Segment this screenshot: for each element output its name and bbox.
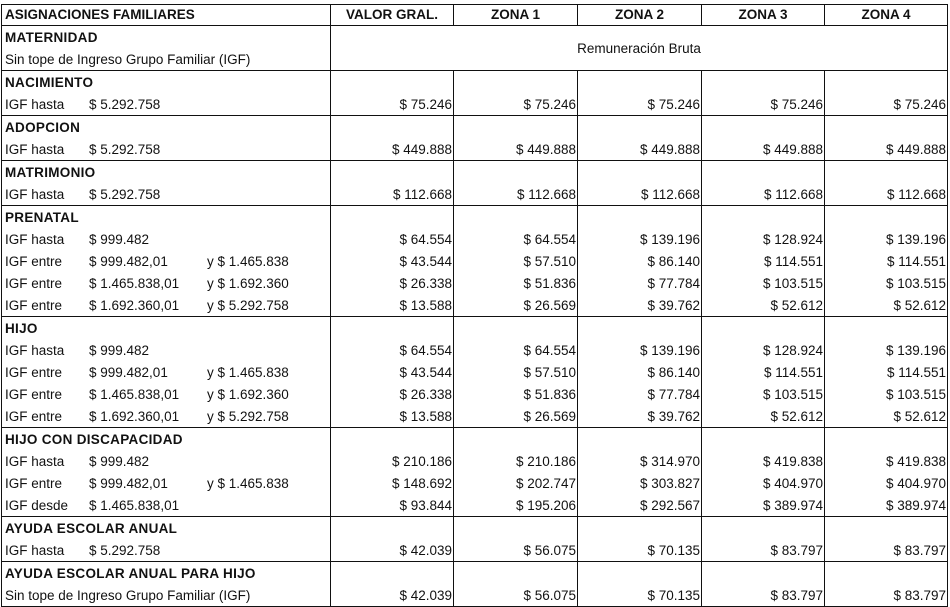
empty-cell (825, 71, 948, 94)
value-zona-1: $ 75.246 (454, 93, 578, 116)
value-zona-3: $ 103.515 (702, 272, 825, 294)
range-label (2, 250, 331, 272)
value-zona-2: $ 39.762 (578, 294, 702, 317)
ayuda-escolar-hijo-label: Sin tope de Ingreso Grupo Familiar (IGF) (2, 584, 331, 607)
empty-cell (702, 517, 825, 540)
range-label (2, 539, 331, 562)
section-maternidad-title-row (2, 26, 948, 49)
asignaciones-table (1, 4, 948, 607)
value-zona-2: $ 75.246 (578, 93, 702, 116)
igf-prefix: IGF hasta (5, 96, 65, 112)
value-valor-gral: $ 148.692 (331, 472, 454, 494)
table-row (2, 250, 948, 272)
empty-cell (454, 562, 578, 585)
section-adopcion-title-row (2, 116, 948, 139)
empty-cell (331, 71, 454, 94)
igf-prefix: IGF entre (5, 297, 63, 313)
table-row (2, 361, 948, 383)
value-valor-gral: $ 210.186 (331, 450, 454, 472)
maternidad-label: Sin tope de Ingreso Grupo Familiar (IGF) (2, 48, 331, 71)
empty-cell (331, 116, 454, 139)
range-label (2, 228, 331, 250)
section-ayuda_escolar-title-row (2, 517, 948, 540)
value-zona-1: $ 195.206 (454, 494, 578, 517)
remuneracion-bruta-cell: Remuneración Bruta (331, 26, 948, 71)
range-label (2, 93, 331, 116)
igf-from: $ 1.465.838,01 (89, 497, 180, 513)
igf-from: $ 999.482,01 (89, 253, 168, 269)
value-zona-1: $ 449.888 (454, 138, 578, 161)
range-label (2, 472, 331, 494)
value-zona-4: $ 114.551 (825, 361, 948, 383)
empty-cell (331, 428, 454, 451)
value-zona-3: $ 114.551 (702, 361, 825, 383)
section-prenatal-title-row (2, 206, 948, 229)
igf-prefix: IGF entre (5, 386, 63, 402)
value-valor-gral: $ 42.039 (331, 539, 454, 562)
range-label (2, 405, 331, 428)
table-row (2, 472, 948, 494)
header-row (2, 5, 948, 26)
igf-prefix: IGF entre (5, 253, 63, 269)
igf-to: y $ 5.292.758 (207, 408, 289, 424)
header-zona-1: ZONA 1 (454, 5, 578, 26)
value-valor-gral: $ 43.544 (331, 250, 454, 272)
empty-cell (825, 562, 948, 585)
empty-cell (702, 161, 825, 184)
value-zona-3: $ 128.924 (702, 339, 825, 361)
igf-from: $ 1.692.360,01 (89, 297, 180, 313)
value-zona-1: $ 56.075 (454, 584, 578, 607)
table-row (2, 272, 948, 294)
empty-cell (825, 517, 948, 540)
empty-cell (454, 517, 578, 540)
empty-cell (825, 428, 948, 451)
igf-from: $ 5.292.758 (89, 96, 161, 112)
value-zona-1: $ 26.569 (454, 405, 578, 428)
table-row (2, 228, 948, 250)
igf-to: y $ 1.465.838 (207, 475, 289, 491)
empty-cell (454, 116, 578, 139)
table-row (2, 294, 948, 317)
value-zona-3: $ 449.888 (702, 138, 825, 161)
igf-to: y $ 1.692.360 (207, 386, 289, 402)
value-zona-2: $ 77.784 (578, 272, 702, 294)
value-zona-2: $ 303.827 (578, 472, 702, 494)
value-zona-3: $ 83.797 (702, 584, 825, 607)
value-zona-2: $ 77.784 (578, 383, 702, 405)
value-valor-gral: $ 13.588 (331, 294, 454, 317)
value-zona-1: $ 57.510 (454, 250, 578, 272)
igf-to: y $ 1.465.838 (207, 253, 289, 269)
value-zona-4: $ 139.196 (825, 228, 948, 250)
value-zona-4: $ 389.974 (825, 494, 948, 517)
igf-from: $ 999.482 (89, 231, 150, 247)
value-zona-3: $ 114.551 (702, 250, 825, 272)
value-zona-2: $ 292.567 (578, 494, 702, 517)
igf-prefix: IGF entre (5, 364, 63, 380)
value-zona-4: $ 112.668 (825, 183, 948, 206)
igf-from: $ 999.482,01 (89, 364, 168, 380)
igf-prefix: IGF hasta (5, 231, 65, 247)
section-title-matrimonio: MATRIMONIO (2, 161, 331, 184)
header-zona-4: ZONA 4 (825, 5, 948, 26)
section-title-maternidad: MATERNIDAD (2, 26, 331, 49)
header-valor-gral: VALOR GRAL. (331, 5, 454, 26)
value-zona-3: $ 128.924 (702, 228, 825, 250)
range-label (2, 138, 331, 161)
value-zona-4: $ 103.515 (825, 383, 948, 405)
igf-from: $ 1.465.838,01 (89, 275, 180, 291)
empty-cell (702, 428, 825, 451)
range-label (2, 272, 331, 294)
value-valor-gral: $ 64.554 (331, 339, 454, 361)
value-zona-2: $ 139.196 (578, 228, 702, 250)
table-row (2, 383, 948, 405)
empty-cell (454, 71, 578, 94)
value-zona-4: $ 139.196 (825, 339, 948, 361)
value-zona-1: $ 210.186 (454, 450, 578, 472)
section-hijo_discapacidad-title-row (2, 428, 948, 451)
value-valor-gral: $ 75.246 (331, 93, 454, 116)
table-row (2, 539, 948, 562)
table-row (2, 183, 948, 206)
section-ayuda_escolar_hijo-title-row (2, 562, 948, 585)
value-valor-gral: $ 13.588 (331, 405, 454, 428)
range-label (2, 494, 331, 517)
table-row (2, 138, 948, 161)
igf-from: $ 5.292.758 (89, 141, 161, 157)
empty-cell (454, 206, 578, 229)
table-body (2, 26, 948, 607)
value-zona-1: $ 112.668 (454, 183, 578, 206)
igf-prefix: IGF hasta (5, 342, 65, 358)
igf-to: y $ 1.692.360 (207, 275, 289, 291)
value-zona-4: $ 114.551 (825, 250, 948, 272)
value-zona-2: $ 314.970 (578, 450, 702, 472)
empty-cell (331, 206, 454, 229)
empty-cell (702, 317, 825, 340)
value-zona-3: $ 83.797 (702, 539, 825, 562)
empty-cell (578, 116, 702, 139)
value-valor-gral: $ 42.039 (331, 584, 454, 607)
value-zona-4: $ 449.888 (825, 138, 948, 161)
empty-cell (331, 161, 454, 184)
igf-from: $ 999.482 (89, 453, 150, 469)
value-zona-4: $ 52.612 (825, 405, 948, 428)
igf-prefix: IGF desde (5, 497, 69, 513)
value-zona-1: $ 64.554 (454, 339, 578, 361)
section-title-ayuda_escolar: AYUDA ESCOLAR ANUAL (2, 517, 331, 540)
value-zona-2: $ 139.196 (578, 339, 702, 361)
section-title-hijo: HIJO (2, 317, 331, 340)
value-zona-2: $ 449.888 (578, 138, 702, 161)
value-zona-1: $ 26.569 (454, 294, 578, 317)
value-zona-2: $ 86.140 (578, 250, 702, 272)
igf-prefix: IGF entre (5, 475, 63, 491)
table-row (2, 93, 948, 116)
value-zona-3: $ 52.612 (702, 405, 825, 428)
empty-cell (578, 517, 702, 540)
igf-from: $ 5.292.758 (89, 542, 161, 558)
range-label (2, 294, 331, 317)
empty-cell (825, 317, 948, 340)
section-title-nacimiento: NACIMIENTO (2, 71, 331, 94)
value-zona-4: $ 83.797 (825, 584, 948, 607)
value-zona-2: $ 70.135 (578, 584, 702, 607)
section-title-prenatal: PRENATAL (2, 206, 331, 229)
table-row (2, 405, 948, 428)
value-zona-4: $ 404.970 (825, 472, 948, 494)
value-zona-2: $ 112.668 (578, 183, 702, 206)
range-label (2, 339, 331, 361)
header-zona-2: ZONA 2 (578, 5, 702, 26)
igf-from: $ 999.482 (89, 342, 150, 358)
empty-cell (825, 206, 948, 229)
value-zona-2: $ 39.762 (578, 405, 702, 428)
empty-cell (702, 206, 825, 229)
empty-cell (702, 116, 825, 139)
value-zona-4: $ 103.515 (825, 272, 948, 294)
empty-cell (331, 317, 454, 340)
section-hijo-title-row (2, 317, 948, 340)
empty-cell (578, 562, 702, 585)
table-row (2, 584, 948, 607)
header-asignaciones: ASIGNACIONES FAMILIARES (2, 5, 331, 26)
empty-cell (454, 428, 578, 451)
table-row (2, 494, 948, 517)
table-row (2, 450, 948, 472)
value-zona-3: $ 389.974 (702, 494, 825, 517)
value-zona-3: $ 404.970 (702, 472, 825, 494)
value-zona-2: $ 86.140 (578, 361, 702, 383)
igf-prefix: IGF hasta (5, 141, 65, 157)
value-zona-3: $ 75.246 (702, 93, 825, 116)
igf-from: $ 1.465.838,01 (89, 386, 180, 402)
value-valor-gral: $ 449.888 (331, 138, 454, 161)
empty-cell (825, 161, 948, 184)
value-zona-1: $ 51.836 (454, 272, 578, 294)
range-label (2, 450, 331, 472)
empty-cell (702, 562, 825, 585)
section-title-ayuda_escolar_hijo: AYUDA ESCOLAR ANUAL PARA HIJO (2, 562, 331, 585)
igf-prefix: IGF hasta (5, 453, 65, 469)
value-zona-3: $ 103.515 (702, 383, 825, 405)
empty-cell (578, 71, 702, 94)
empty-cell (578, 317, 702, 340)
empty-cell (331, 517, 454, 540)
igf-to: y $ 5.292.758 (207, 297, 289, 313)
range-label (2, 361, 331, 383)
igf-prefix: IGF entre (5, 408, 63, 424)
value-valor-gral: $ 64.554 (331, 228, 454, 250)
igf-to: y $ 1.465.838 (207, 364, 289, 380)
igf-from: $ 5.292.758 (89, 186, 161, 202)
empty-cell (331, 562, 454, 585)
table-row (2, 339, 948, 361)
empty-cell (454, 317, 578, 340)
empty-cell (578, 206, 702, 229)
value-valor-gral: $ 26.338 (331, 272, 454, 294)
section-matrimonio-title-row (2, 161, 948, 184)
value-zona-3: $ 419.838 (702, 450, 825, 472)
header-zona-3: ZONA 3 (702, 5, 825, 26)
range-label (2, 183, 331, 206)
value-zona-4: $ 52.612 (825, 294, 948, 317)
section-title-adopcion: ADOPCION (2, 116, 331, 139)
empty-cell (578, 161, 702, 184)
value-zona-2: $ 70.135 (578, 539, 702, 562)
empty-cell (702, 71, 825, 94)
value-zona-4: $ 419.838 (825, 450, 948, 472)
value-zona-3: $ 52.612 (702, 294, 825, 317)
igf-prefix: IGF hasta (5, 542, 65, 558)
value-valor-gral: $ 93.844 (331, 494, 454, 517)
value-valor-gral: $ 112.668 (331, 183, 454, 206)
value-zona-3: $ 112.668 (702, 183, 825, 206)
value-valor-gral: $ 43.544 (331, 361, 454, 383)
igf-prefix: IGF entre (5, 275, 63, 291)
section-title-hijo_discapacidad: HIJO CON DISCAPACIDAD (2, 428, 331, 451)
value-zona-1: $ 202.747 (454, 472, 578, 494)
empty-cell (454, 161, 578, 184)
igf-prefix: IGF hasta (5, 186, 65, 202)
empty-cell (825, 116, 948, 139)
range-label (2, 383, 331, 405)
section-nacimiento-title-row (2, 71, 948, 94)
empty-cell (578, 428, 702, 451)
value-zona-4: $ 83.797 (825, 539, 948, 562)
igf-from: $ 999.482,01 (89, 475, 168, 491)
igf-from: $ 1.692.360,01 (89, 408, 180, 424)
value-zona-4: $ 75.246 (825, 93, 948, 116)
value-zona-1: $ 56.075 (454, 539, 578, 562)
value-zona-1: $ 51.836 (454, 383, 578, 405)
value-valor-gral: $ 26.338 (331, 383, 454, 405)
value-zona-1: $ 57.510 (454, 361, 578, 383)
value-zona-1: $ 64.554 (454, 228, 578, 250)
